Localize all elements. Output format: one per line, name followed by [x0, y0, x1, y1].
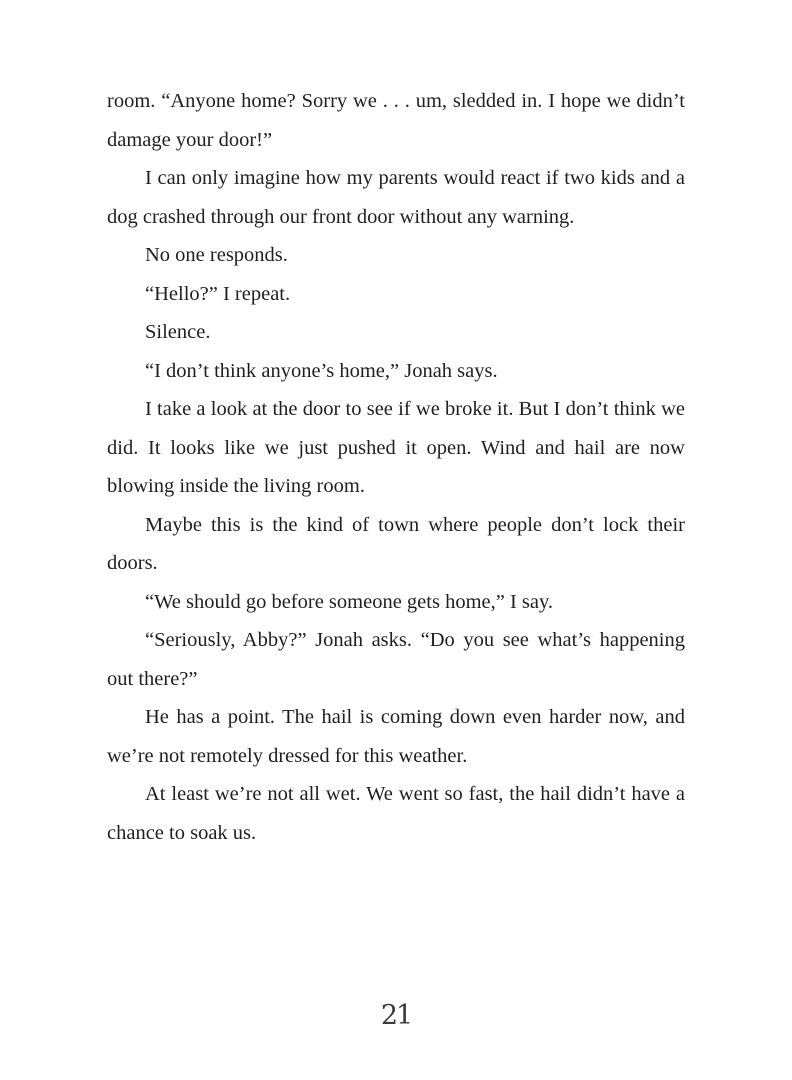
page-number: 21: [380, 1000, 412, 1031]
paragraph: “Seriously, Abby?” Jonah asks. “Do you see what’s happening out there?”: [107, 629, 685, 690]
paragraph-continued: room. “Anyone home? Sorry we . . . um, sledded in. I hope we didn’t damage your door!”: [107, 90, 685, 151]
paragraph: I can only imagine how my parents would react if two kids and a dog crashed through our front door without any warning.: [107, 167, 685, 228]
paragraph: No one responds.: [145, 244, 288, 266]
paragraph: At least we’re not all wet. We went so fast, the hail didn’t have a chance to soak us.: [107, 783, 685, 844]
paragraph: He has a point. The hail is coming down even harder now, and we’re not remotely dressed for this weather.: [107, 706, 685, 767]
paragraph: “I don’t think anyone’s home,” Jonah says.: [145, 359, 498, 382]
body-text: [107, 82, 685, 852]
paragraph: I take a look at the door to see if we broke it. But I don’t think we did. It looks like we just pushed it open. Wind and hail are now blowing inside the living room.: [107, 398, 685, 497]
paragraph: “We should go before someone gets home,” I say.: [145, 590, 554, 613]
paragraph: Silence.: [145, 321, 211, 343]
paragraph: Maybe this is the kind of town where people don’t lock their doors.: [107, 513, 685, 574]
paragraph: “Hello?” I repeat.: [145, 282, 291, 305]
